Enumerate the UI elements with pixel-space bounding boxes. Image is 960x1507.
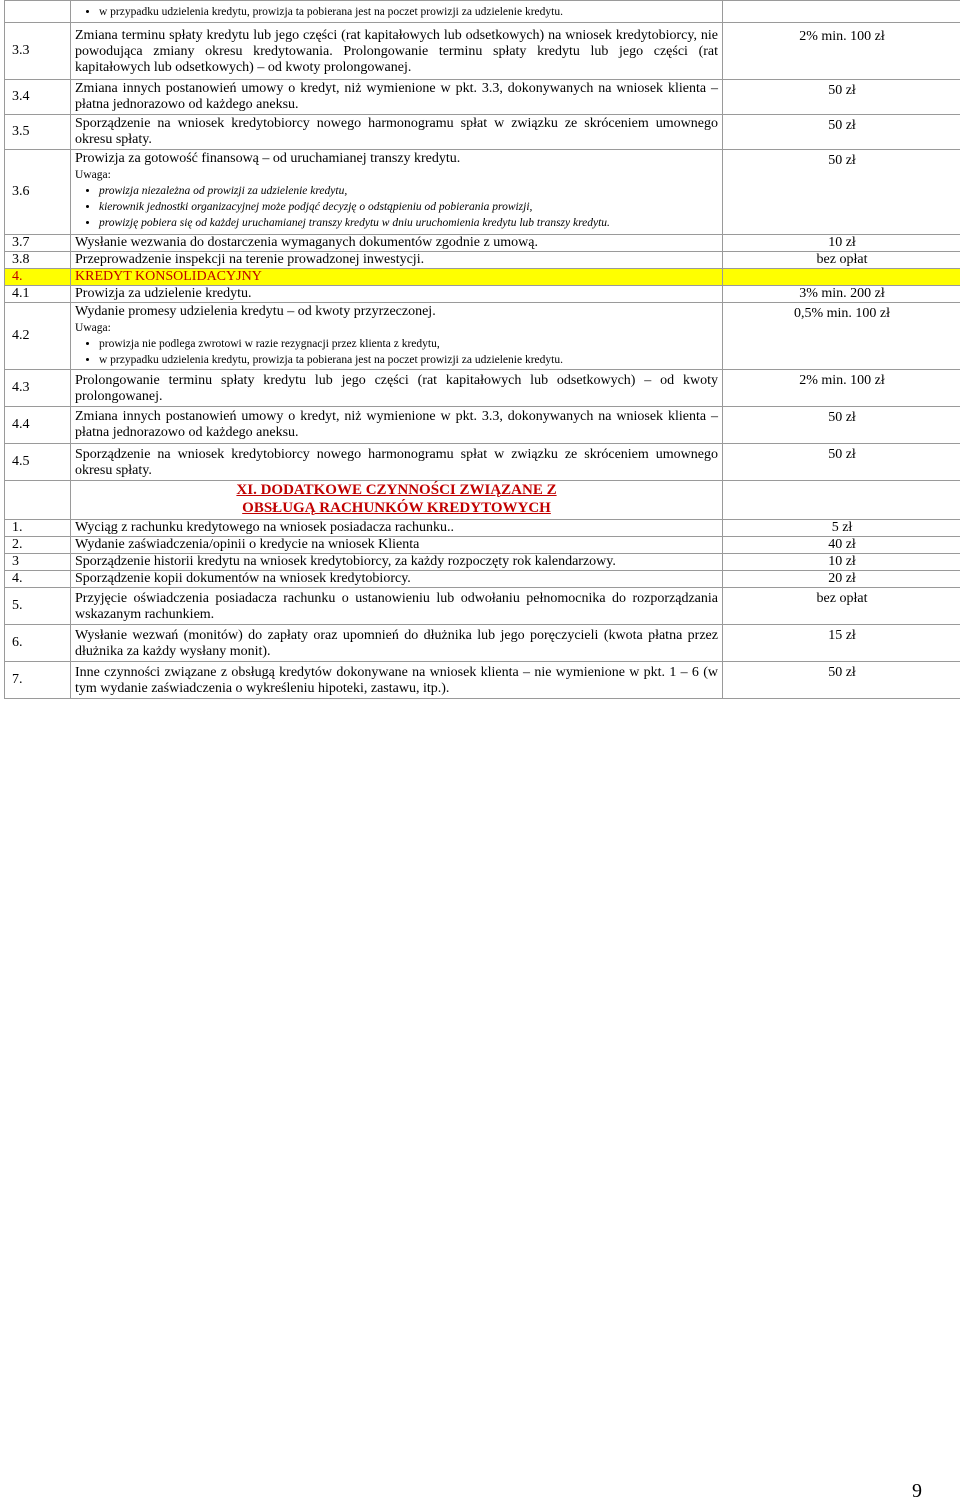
row-description: Prowizja za udzielenie kredytu. — [71, 286, 723, 303]
row-description: Przyjęcie oświadczenia posiadacza rachunku o ustanowieniu lub odwołaniu pełnomocnika do rozporządzania wskazanym rachunkiem. — [71, 588, 723, 625]
row-fee: 0,5% min. 100 zł — [723, 303, 960, 370]
row-number: 3 — [5, 554, 71, 571]
row-number: 7. — [5, 662, 71, 699]
row-number: 6. — [5, 625, 71, 662]
note-item: • prowizja niezależna od prowizji za udzielenie kredytu, — [99, 183, 718, 199]
row-fee — [723, 481, 960, 520]
row-description: Wyciąg z rachunku kredytowego na wniosek posiadacza rachunku.. — [71, 520, 723, 537]
row-number: 3.5 — [5, 115, 71, 150]
fees-table — [4, 0, 960, 699]
table-row — [5, 150, 960, 235]
section-number: 4. — [5, 269, 71, 286]
row-description: Wydanie zaświadczenia/opinii o kredycie na wniosek Klienta — [71, 537, 723, 554]
row-fee: 50 zł — [723, 115, 960, 150]
row-fee — [723, 1, 960, 23]
row-description: Wysłanie wezwań (monitów) do zapłaty oraz upomnień do dłużnika lub jego poręczycieli (kwota płatna przez dłużnika za każdy wysłany monit). — [71, 625, 723, 662]
row-description-text: Prowizja za gotowość finansową – od uruchamianej transzy kredytu. — [75, 151, 461, 166]
note-item: • w przypadku udzielenia kredytu, prowizja ta pobierana jest na poczet prowizji za udzielenie kredytu. — [99, 352, 718, 368]
row-fee: 50 zł — [723, 662, 960, 699]
section-header-row — [5, 269, 960, 286]
note-label: Uwaga: — [75, 322, 111, 334]
table-row — [5, 115, 960, 150]
row-fee: 15 zł — [723, 625, 960, 662]
row-number: 4. — [5, 571, 71, 588]
row-description: Sporządzenie historii kredytu na wniosek kredytobiorcy, za każdy rozpoczęty rok kalendarzowy. — [71, 554, 723, 571]
row-number: 2. — [5, 537, 71, 554]
note-item: • prowizja nie podlega zwrotowi w razie rezygnacji przez klienta z kredytu, — [99, 336, 718, 352]
table-row — [5, 286, 960, 303]
row-fee: 2% min. 100 zł — [723, 23, 960, 80]
row-fee: 20 zł — [723, 571, 960, 588]
table-row — [5, 407, 960, 444]
row-number: 4.3 — [5, 370, 71, 407]
row-description: Prolongowanie terminu spłaty kredytu lub jego części (rat kapitałowych lub odsetkowych) – od kwoty prolongowanej. — [71, 370, 723, 407]
row-fee: 50 zł — [723, 80, 960, 115]
row-number: 4.2 — [5, 303, 71, 370]
page-number: 9 — [912, 1480, 922, 1502]
table-row — [5, 571, 960, 588]
table-row — [5, 625, 960, 662]
note-item: • kierownik jednostki organizacyjnej może podjąć decyzję o odstąpieniu od pobierania prowizji, — [99, 199, 718, 215]
row-fee — [723, 269, 960, 286]
row-fee: 10 zł — [723, 235, 960, 252]
table-row — [5, 1, 960, 23]
row-fee: 5 zł — [723, 520, 960, 537]
row-description: Sporządzenie na wniosek kredytobiorcy nowego harmonogramu spłat w związku ze skróceniem umownego okresu spłaty. — [71, 115, 723, 150]
row-fee: 50 zł — [723, 444, 960, 481]
row-description-text: Wydanie promesy udzielenia kredytu – od kwoty przyrzeczonej. — [75, 304, 436, 319]
table-row — [5, 303, 960, 370]
table-row — [5, 520, 960, 537]
section-title: XI. DODATKOWE CZYNNOŚCI ZWIĄZANE Z OBSŁUGĄ RACHUNKÓW KREDYTOWYCH — [71, 481, 723, 520]
row-number: 3.8 — [5, 252, 71, 269]
row-fee: bez opłat — [723, 588, 960, 625]
row-number: 3.4 — [5, 80, 71, 115]
row-description: Wysłanie wezwania do dostarczenia wymaganych dokumentów zgodnie z umową. — [71, 235, 723, 252]
table-row — [5, 588, 960, 625]
note-item: • prowizję pobiera się od każdej uruchamianej transzy kredytu w dniu uruchomienia kredytu lub transzy kredytu. — [99, 215, 718, 231]
row-description: Sporządzenie na wniosek kredytobiorcy nowego harmonogramu spłat w związku ze skróceniem umownego okresu spłaty. — [71, 444, 723, 481]
row-fee: 2% min. 100 zł — [723, 370, 960, 407]
row-number — [5, 481, 71, 520]
row-fee: 10 zł — [723, 554, 960, 571]
table-row — [5, 235, 960, 252]
row-description: Sporządzenie kopii dokumentów na wniosek kredytobiorcy. — [71, 571, 723, 588]
row-number: 5. — [5, 588, 71, 625]
table-row — [5, 23, 960, 80]
row-number: 4.4 — [5, 407, 71, 444]
row-description — [71, 303, 723, 370]
section-header-row — [5, 481, 960, 520]
row-description: Przeprowadzenie inspekcji na terenie prowadzonej inwestycji. — [71, 252, 723, 269]
row-fee: 40 zł — [723, 537, 960, 554]
table-row — [5, 370, 960, 407]
row-description: Zmiana terminu spłaty kredytu lub jego części (rat kapitałowych lub odsetkowych) na wniosek kredytobiorcy, nie powodująca zmiany okresu kredytowania. Prolongowanie terminu spłaty kredytu lub jego części (rat kapitałowych lub odsetkowych) – od kwoty prolongowanej. — [71, 23, 723, 80]
table-row — [5, 80, 960, 115]
row-description: Zmiana innych postanowień umowy o kredyt, niż wymienione w pkt. 3.3, dokonywanych na wniosek klienta – płatna jednorazowo od każdego aneksu. — [71, 407, 723, 444]
row-number: 4.5 — [5, 444, 71, 481]
row-description — [71, 1, 723, 23]
row-fee: 50 zł — [723, 150, 960, 235]
row-fee: 3% min. 200 zł — [723, 286, 960, 303]
note-label: Uwaga: — [75, 169, 111, 181]
table-row — [5, 537, 960, 554]
table-row — [5, 662, 960, 699]
row-number: 1. — [5, 520, 71, 537]
row-number: 3.3 — [5, 23, 71, 80]
row-number: 4.1 — [5, 286, 71, 303]
row-fee: bez opłat — [723, 252, 960, 269]
table-row — [5, 444, 960, 481]
section-title: KREDYT KONSOLIDACYJNY — [71, 269, 723, 286]
table-row — [5, 554, 960, 571]
table-row — [5, 252, 960, 269]
row-description: Inne czynności związane z obsługą kredytów dokonywane na wniosek klienta – nie wymienione w pkt. 1 – 6 (w tym wydanie zaświadczenia o wykreśleniu hipoteki, zastawu, itp.). — [71, 662, 723, 699]
row-number: 3.6 — [5, 150, 71, 235]
note-item: • w przypadku udzielenia kredytu, prowizja ta pobierana jest na poczet prowizji za udzielenie kredytu. — [99, 4, 718, 20]
row-number: 3.7 — [5, 235, 71, 252]
row-number — [5, 1, 71, 23]
row-fee: 50 zł — [723, 407, 960, 444]
row-description — [71, 150, 723, 235]
row-description: Zmiana innych postanowień umowy o kredyt, niż wymienione w pkt. 3.3, dokonywanych na wniosek klienta – płatna jednorazowo od każdego aneksu. — [71, 80, 723, 115]
